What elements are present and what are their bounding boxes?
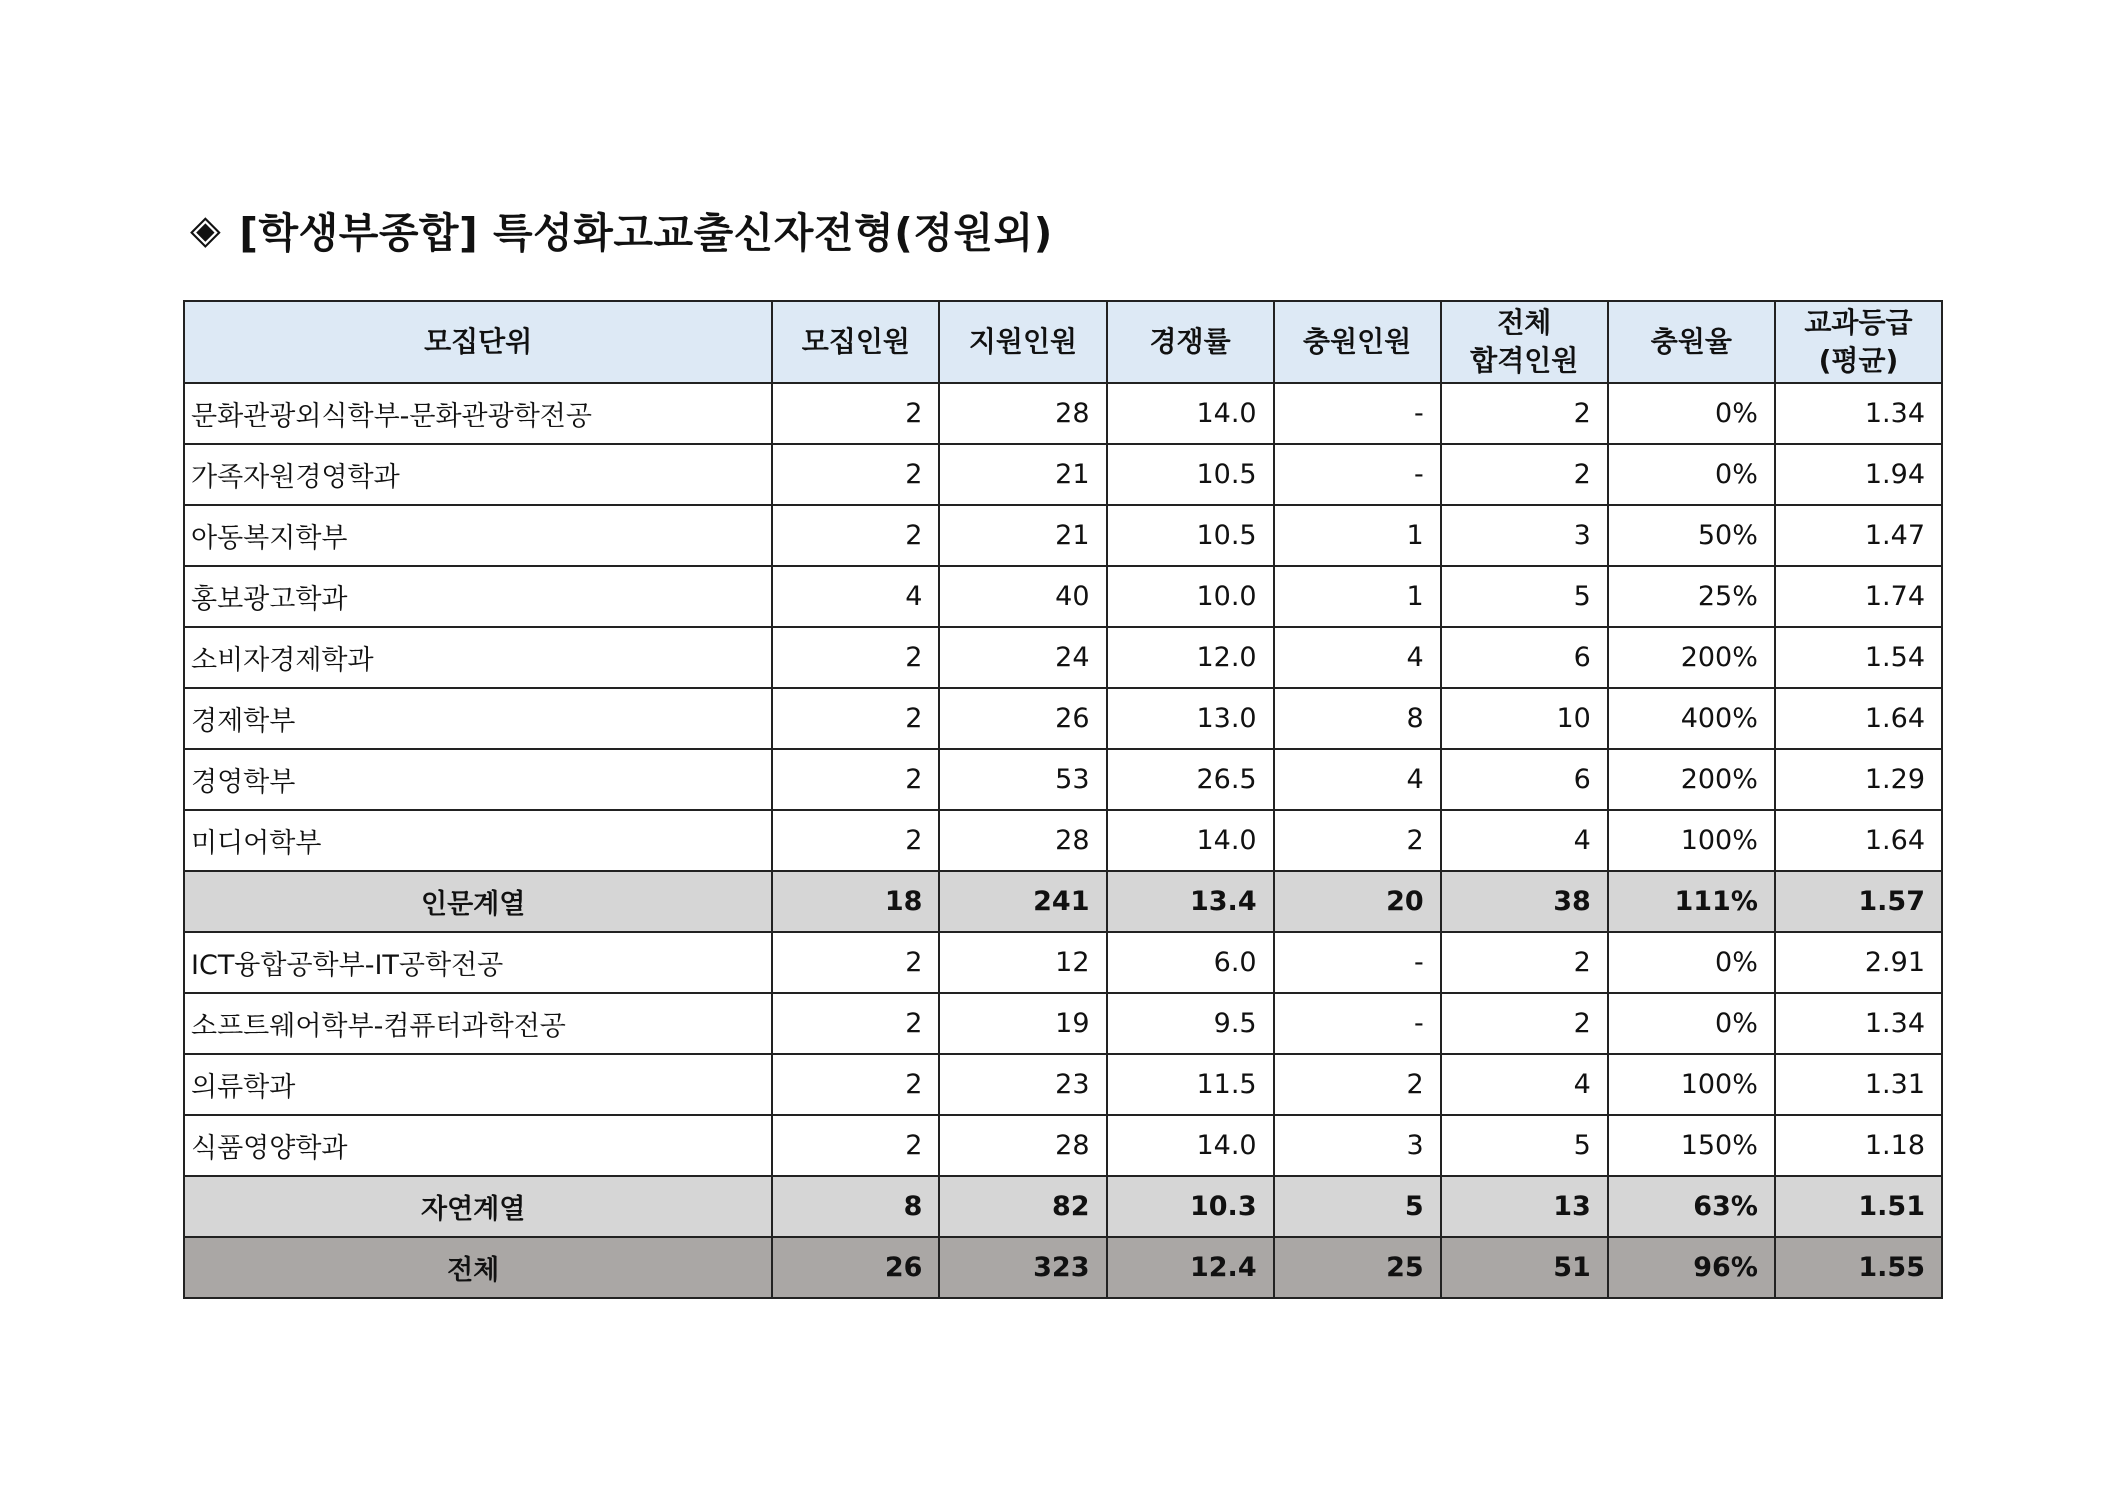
value-cell: 111% bbox=[1608, 871, 1775, 932]
value-cell: 2 bbox=[772, 1054, 939, 1115]
value-cell: 2 bbox=[1441, 993, 1608, 1054]
value-cell: 10 bbox=[1441, 688, 1608, 749]
value-cell: 14.0 bbox=[1107, 383, 1274, 444]
value-cell: 1.54 bbox=[1775, 627, 1942, 688]
unit-name-cell: 경영학부 bbox=[184, 749, 772, 810]
value-cell: 26.5 bbox=[1107, 749, 1274, 810]
value-cell: 2 bbox=[1441, 444, 1608, 505]
value-cell: 82 bbox=[939, 1176, 1106, 1237]
value-cell: 10.5 bbox=[1107, 444, 1274, 505]
value-cell: 18 bbox=[772, 871, 939, 932]
value-cell: 10.0 bbox=[1107, 566, 1274, 627]
column-header bbox=[1775, 301, 1942, 383]
admissions-table bbox=[183, 300, 1943, 1299]
value-cell: 13.4 bbox=[1107, 871, 1274, 932]
value-cell: - bbox=[1274, 444, 1441, 505]
value-cell: 1.29 bbox=[1775, 749, 1942, 810]
value-cell: 21 bbox=[939, 505, 1106, 566]
table-row bbox=[184, 993, 1942, 1054]
value-cell: 4 bbox=[1274, 749, 1441, 810]
value-cell: 2 bbox=[772, 810, 939, 871]
value-cell: - bbox=[1274, 383, 1441, 444]
value-cell: 0% bbox=[1608, 993, 1775, 1054]
value-cell: 4 bbox=[1441, 810, 1608, 871]
unit-name-cell: 경제학부 bbox=[184, 688, 772, 749]
value-cell: 0% bbox=[1608, 383, 1775, 444]
value-cell: 28 bbox=[939, 810, 1106, 871]
page-title bbox=[190, 200, 1053, 259]
value-cell: 10.3 bbox=[1107, 1176, 1274, 1237]
value-cell: 2 bbox=[1441, 932, 1608, 993]
table-row bbox=[184, 810, 1942, 871]
value-cell: 63% bbox=[1608, 1176, 1775, 1237]
value-cell: 8 bbox=[772, 1176, 939, 1237]
value-cell: 400% bbox=[1608, 688, 1775, 749]
column-header-label: 모집단위 bbox=[424, 325, 533, 358]
value-cell: 1.51 bbox=[1775, 1176, 1942, 1237]
value-cell: - bbox=[1274, 993, 1441, 1054]
value-cell: 6 bbox=[1441, 749, 1608, 810]
value-cell: 1.18 bbox=[1775, 1115, 1942, 1176]
value-cell: 51 bbox=[1441, 1237, 1608, 1298]
table-row bbox=[184, 1115, 1942, 1176]
value-cell: 2 bbox=[772, 993, 939, 1054]
table-row bbox=[184, 444, 1942, 505]
value-cell: 12.0 bbox=[1107, 627, 1274, 688]
value-cell: 1.34 bbox=[1775, 383, 1942, 444]
unit-name-cell: 자연계열 bbox=[184, 1176, 772, 1237]
column-header bbox=[772, 301, 939, 383]
value-cell: 13.0 bbox=[1107, 688, 1274, 749]
value-cell: 1.55 bbox=[1775, 1237, 1942, 1298]
value-cell: 0% bbox=[1608, 444, 1775, 505]
value-cell: 13 bbox=[1441, 1176, 1608, 1237]
value-cell: 1.57 bbox=[1775, 871, 1942, 932]
value-cell: 23 bbox=[939, 1054, 1106, 1115]
value-cell: 2 bbox=[772, 688, 939, 749]
value-cell: 11.5 bbox=[1107, 1054, 1274, 1115]
column-header-label: 경쟁률 bbox=[1149, 325, 1231, 358]
column-header-label: 전체 bbox=[1497, 306, 1552, 339]
value-cell: 3 bbox=[1274, 1115, 1441, 1176]
value-cell: 4 bbox=[1274, 627, 1441, 688]
value-cell: 1.64 bbox=[1775, 810, 1942, 871]
value-cell: 21 bbox=[939, 444, 1106, 505]
value-cell: 2 bbox=[772, 444, 939, 505]
value-cell: 3 bbox=[1441, 505, 1608, 566]
value-cell: 6 bbox=[1441, 627, 1608, 688]
table-row bbox=[184, 566, 1942, 627]
table-row bbox=[184, 383, 1942, 444]
unit-name-cell: 소프트웨어학부-컴퓨터과학전공 bbox=[184, 993, 772, 1054]
value-cell: 14.0 bbox=[1107, 810, 1274, 871]
value-cell: 2.91 bbox=[1775, 932, 1942, 993]
table-row bbox=[184, 1054, 1942, 1115]
column-header bbox=[1274, 301, 1441, 383]
value-cell: 1.64 bbox=[1775, 688, 1942, 749]
table-row bbox=[184, 749, 1942, 810]
value-cell: 200% bbox=[1608, 627, 1775, 688]
unit-name-cell: 문화관광외식학부-문화관광학전공 bbox=[184, 383, 772, 444]
diamond-bullet-icon: ◈ bbox=[190, 206, 222, 253]
value-cell: 5 bbox=[1274, 1176, 1441, 1237]
value-cell: 5 bbox=[1441, 566, 1608, 627]
value-cell: 12.4 bbox=[1107, 1237, 1274, 1298]
value-cell: 2 bbox=[772, 383, 939, 444]
column-header bbox=[1441, 301, 1608, 383]
value-cell: 241 bbox=[939, 871, 1106, 932]
value-cell: 4 bbox=[1441, 1054, 1608, 1115]
unit-name-cell: 아동복지학부 bbox=[184, 505, 772, 566]
value-cell: 28 bbox=[939, 1115, 1106, 1176]
unit-name-cell: 전체 bbox=[184, 1237, 772, 1298]
value-cell: 1.34 bbox=[1775, 993, 1942, 1054]
value-cell: 38 bbox=[1441, 871, 1608, 932]
unit-name-cell: 의류학과 bbox=[184, 1054, 772, 1115]
unit-name-cell: ICT융합공학부-IT공학전공 bbox=[184, 932, 772, 993]
value-cell: 2 bbox=[1274, 1054, 1441, 1115]
column-header-label: 충원인원 bbox=[1303, 325, 1412, 358]
unit-name-cell: 홍보광고학과 bbox=[184, 566, 772, 627]
value-cell: 2 bbox=[772, 1115, 939, 1176]
value-cell: 19 bbox=[939, 993, 1106, 1054]
column-header bbox=[1608, 301, 1775, 383]
subtotal-row bbox=[184, 1176, 1942, 1237]
value-cell: 1.94 bbox=[1775, 444, 1942, 505]
value-cell: 14.0 bbox=[1107, 1115, 1274, 1176]
table-row bbox=[184, 932, 1942, 993]
column-header bbox=[1107, 301, 1274, 383]
value-cell: 96% bbox=[1608, 1237, 1775, 1298]
value-cell: 0% bbox=[1608, 932, 1775, 993]
value-cell: 100% bbox=[1608, 810, 1775, 871]
value-cell: 2 bbox=[1441, 383, 1608, 444]
value-cell: 10.5 bbox=[1107, 505, 1274, 566]
value-cell: 5 bbox=[1441, 1115, 1608, 1176]
value-cell: - bbox=[1274, 932, 1441, 993]
value-cell: 26 bbox=[772, 1237, 939, 1298]
value-cell: 100% bbox=[1608, 1054, 1775, 1115]
unit-name-cell: 가족자원경영학과 bbox=[184, 444, 772, 505]
value-cell: 2 bbox=[772, 932, 939, 993]
value-cell: 8 bbox=[1274, 688, 1441, 749]
table-row bbox=[184, 505, 1942, 566]
value-cell: 1.74 bbox=[1775, 566, 1942, 627]
value-cell: 2 bbox=[772, 627, 939, 688]
value-cell: 323 bbox=[939, 1237, 1106, 1298]
value-cell: 1.47 bbox=[1775, 505, 1942, 566]
column-header-label: 교과등급 bbox=[1804, 306, 1913, 339]
column-header-label: 충원율 bbox=[1650, 325, 1732, 358]
value-cell: 1 bbox=[1274, 505, 1441, 566]
value-cell: 150% bbox=[1608, 1115, 1775, 1176]
column-header-label-line2: (평균) bbox=[1818, 344, 1899, 377]
value-cell: 2 bbox=[772, 749, 939, 810]
subtotal-row bbox=[184, 871, 1942, 932]
value-cell: 2 bbox=[772, 505, 939, 566]
value-cell: 1 bbox=[1274, 566, 1441, 627]
value-cell: 200% bbox=[1608, 749, 1775, 810]
column-header-label-line2: 합격인원 bbox=[1470, 344, 1579, 377]
unit-name-cell: 소비자경제학과 bbox=[184, 627, 772, 688]
value-cell: 25% bbox=[1608, 566, 1775, 627]
total-row bbox=[184, 1237, 1942, 1298]
value-cell: 24 bbox=[939, 627, 1106, 688]
value-cell: 53 bbox=[939, 749, 1106, 810]
value-cell: 1.31 bbox=[1775, 1054, 1942, 1115]
value-cell: 2 bbox=[1274, 810, 1441, 871]
value-cell: 50% bbox=[1608, 505, 1775, 566]
table-body bbox=[184, 383, 1942, 1298]
table-row bbox=[184, 688, 1942, 749]
value-cell: 9.5 bbox=[1107, 993, 1274, 1054]
column-header-label: 모집인원 bbox=[801, 325, 910, 358]
title-text: [학생부종합] 특성화고교출신자전형(정원외) bbox=[239, 209, 1053, 257]
value-cell: 20 bbox=[1274, 871, 1441, 932]
value-cell: 28 bbox=[939, 383, 1106, 444]
column-header bbox=[184, 301, 772, 383]
column-header-label: 지원인원 bbox=[968, 325, 1078, 358]
unit-name-cell: 식품영양학과 bbox=[184, 1115, 772, 1176]
table-header-row bbox=[184, 301, 1942, 383]
value-cell: 4 bbox=[772, 566, 939, 627]
value-cell: 12 bbox=[939, 932, 1106, 993]
value-cell: 40 bbox=[939, 566, 1106, 627]
unit-name-cell: 미디어학부 bbox=[184, 810, 772, 871]
value-cell: 26 bbox=[939, 688, 1106, 749]
value-cell: 25 bbox=[1274, 1237, 1441, 1298]
column-header bbox=[939, 301, 1106, 383]
table-row bbox=[184, 627, 1942, 688]
unit-name-cell: 인문계열 bbox=[184, 871, 772, 932]
value-cell: 6.0 bbox=[1107, 932, 1274, 993]
